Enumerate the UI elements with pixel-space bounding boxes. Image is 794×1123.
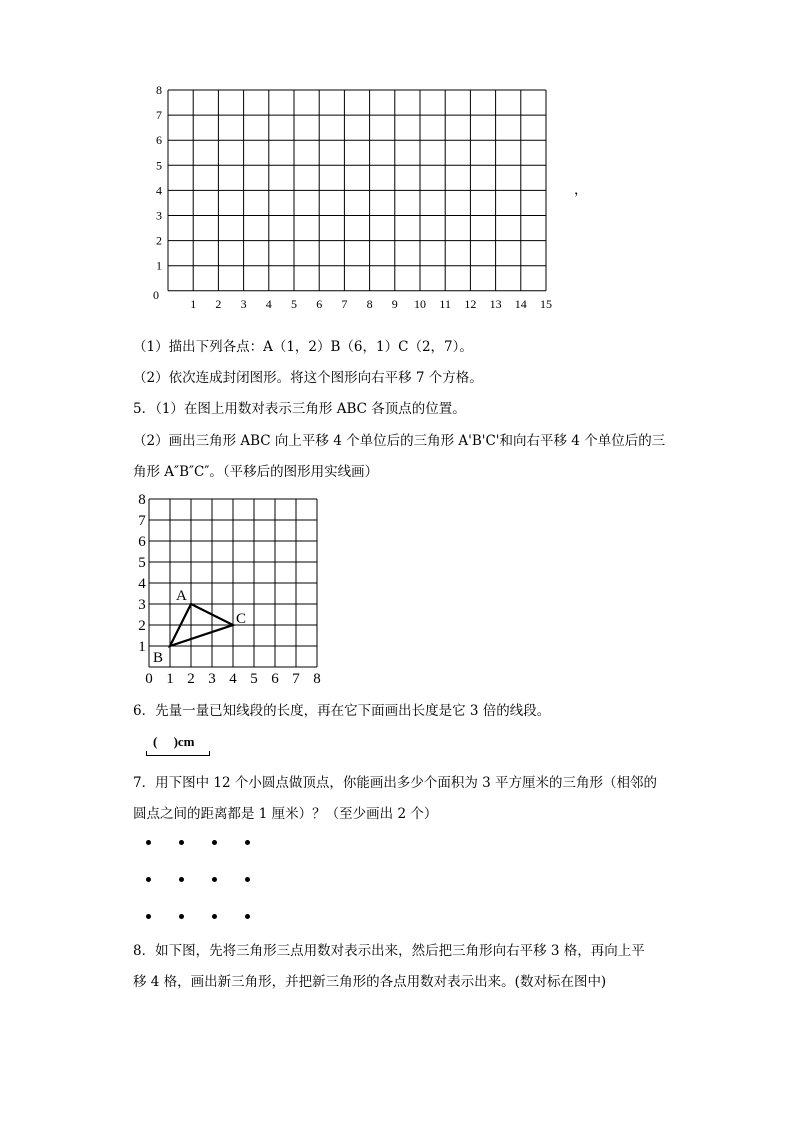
dot-grid xyxy=(140,832,260,922)
coordinate-grid-2 xyxy=(130,490,330,690)
grid-1-y-tick-label: 8 xyxy=(156,83,162,97)
grid-2-x-tick-label: 8 xyxy=(313,671,321,687)
grid-1-y-tick-label: 7 xyxy=(156,108,162,123)
grid-1-x-tick-label: 10 xyxy=(414,296,426,311)
grid-2-x-tick-label: 4 xyxy=(229,671,237,687)
grid-1-y-tick-label: 4 xyxy=(156,183,162,198)
grid-2-y-tick-label: 2 xyxy=(138,618,146,634)
grid-1-y-tick-label: 2 xyxy=(156,233,162,248)
segment-tick-left xyxy=(146,751,147,756)
grid-dot[interactable] xyxy=(212,840,217,845)
grid-2-x-tick-label: 0 xyxy=(145,671,153,687)
grid-dot[interactable] xyxy=(245,877,250,882)
q6-text: 6．先量一量已知线段的长度，再在它下面画出长度是它 3 倍的线段。 xyxy=(133,703,551,719)
q4-item-1: （1）描出下列各点：A（1，2）B（6，1）C（2，7）。 xyxy=(133,339,473,355)
grid-2-y-labels xyxy=(138,492,146,655)
grid-dot[interactable] xyxy=(146,840,151,845)
trailing-comma: ， xyxy=(574,182,588,198)
grid-1-x-tick-label: 13 xyxy=(489,296,502,311)
grid-2-x-labels xyxy=(145,671,321,687)
grid-2-y-tick-label: 5 xyxy=(138,555,146,571)
vertex-label-a: A xyxy=(176,588,187,604)
grid-1-x-tick-label: 3 xyxy=(240,296,247,311)
coordinate-grid-1 xyxy=(140,78,580,313)
grid-1-x-labels xyxy=(190,297,552,311)
segment-tick-right xyxy=(209,751,210,756)
grid-1-x-tick-label: 7 xyxy=(341,296,348,311)
grid-dot[interactable] xyxy=(245,914,250,919)
grid-dot[interactable] xyxy=(179,840,184,845)
grid-dot[interactable] xyxy=(212,914,217,919)
grid-dot[interactable] xyxy=(146,877,151,882)
q7-line-2: 圆点之间的距离都是 1 厘米）？（至少画出 2 个） xyxy=(133,806,438,822)
grid-1-x-tick-label: 14 xyxy=(514,296,527,311)
grid-1-x-tick-label: 1 xyxy=(190,296,197,311)
grid-1-x-tick-label: 15 xyxy=(540,296,552,311)
grid-1-y-tick-label: 1 xyxy=(156,258,162,273)
grid-1-y-tick-label: 3 xyxy=(156,208,162,223)
grid-2-lines xyxy=(149,499,317,667)
q5-line-1: 5．（1）在图上用数对表示三角形 ABC 各顶点的位置。 xyxy=(133,401,466,417)
grid-2-y-tick-label: 8 xyxy=(138,492,146,508)
given-segment xyxy=(146,733,212,759)
grid-1-x-tick-label: 9 xyxy=(391,296,398,311)
grid-2-x-tick-label: 1 xyxy=(166,671,174,687)
grid-1-x-tick-label: 2 xyxy=(215,296,222,311)
grid-dot[interactable] xyxy=(245,840,250,845)
grid-2-y-tick-label: 3 xyxy=(138,597,146,613)
grid-2-x-tick-label: 3 xyxy=(208,671,216,687)
q7-line-1: 7．用下图中 12 个小圆点做顶点，你能画出多少个面积为 3 平方厘米的三角形（相邻的 xyxy=(133,775,658,791)
q4-item-2: （2）依次连成封闭图形。将这个图形向右平移 7 个方格。 xyxy=(133,370,483,386)
grid-2-x-tick-label: 5 xyxy=(250,671,258,687)
grid-2-y-tick-label: 7 xyxy=(138,513,146,529)
q8-line-2: 移 4 格，画出新三角形，并把新三角形的各点用数对表示出来。(数对标在图中) xyxy=(133,974,607,990)
grid-1-y-tick-label: 6 xyxy=(156,133,162,148)
grid-1-x-tick-label: 12 xyxy=(464,296,477,311)
grid-1-x-tick-label: 5 xyxy=(291,296,297,311)
q8-line-1: 8．如下图，先将三角形三点用数对表示出来，然后把三角形向右平移 3 格，再向上平 xyxy=(133,943,645,959)
grid-1-x-tick-label: 4 xyxy=(265,296,272,311)
grid-2-x-tick-label: 6 xyxy=(271,671,279,687)
q5-line-2: （2）画出三角形 ABC 向上平移 4 个单位后的三角形 A'B'C'和向右平移 4 个单位后的三 xyxy=(133,433,666,449)
grid-1-y-tick-label: 5 xyxy=(156,158,162,173)
segment-label: ( )cm xyxy=(153,734,195,749)
grid-1-x-tick-label: 8 xyxy=(366,296,373,311)
grid-1-lines xyxy=(168,90,546,291)
grid-dot[interactable] xyxy=(179,877,184,882)
q5-line-3: 角形 A″B″C″。（平移后的图形用实线画） xyxy=(133,464,379,480)
grid-2-x-tick-label: 2 xyxy=(187,671,195,687)
vertex-label-c: C xyxy=(236,611,247,627)
grid-2-y-tick-label: 6 xyxy=(138,534,146,550)
grid-1-origin-label: 0 xyxy=(153,288,159,302)
grid-1-x-tick-label: 6 xyxy=(316,296,323,311)
grid-dot[interactable] xyxy=(146,914,151,919)
grid-2-x-tick-label: 7 xyxy=(292,671,300,687)
grid-1-y-labels xyxy=(156,83,162,273)
grid-dot[interactable] xyxy=(212,877,217,882)
segment-line xyxy=(146,755,210,756)
grid-1-x-tick-label: 11 xyxy=(439,296,451,311)
grid-2-y-tick-label: 1 xyxy=(138,639,146,655)
vertex-label-b: B xyxy=(153,650,164,666)
grid-2-y-tick-label: 4 xyxy=(138,576,146,592)
grid-dot[interactable] xyxy=(179,914,184,919)
